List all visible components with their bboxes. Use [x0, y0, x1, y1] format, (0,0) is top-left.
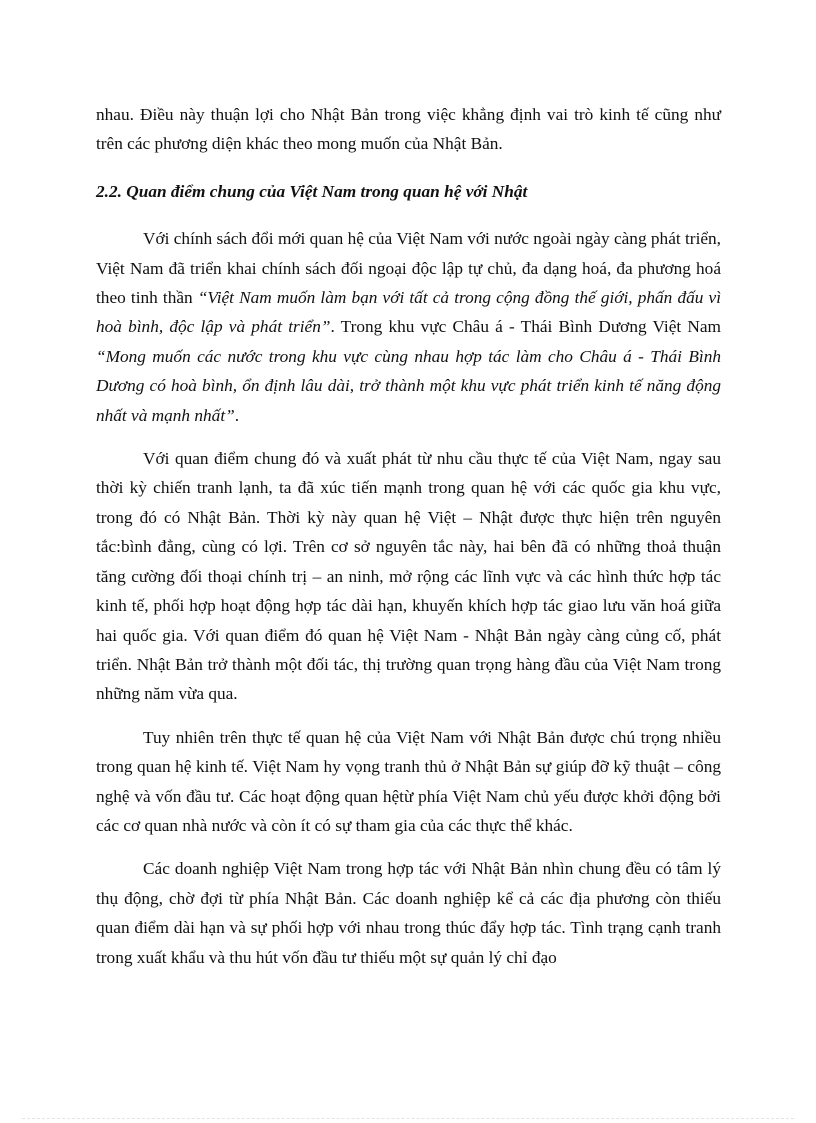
- paragraph-economic-focus: Tuy nhiên trên thực tế quan hệ của Việt Nam với Nhật Bản được chú trọng nhiều trong quan hệ kinh tế. Việt Nam hy vọng tranh thủ ở Nhật Bản sự giúp đỡ kỹ thuật – công nghệ và vốn đầu tư. Các hoạt động quan hệtừ phía Việt Nam chủ yếu được khởi động bởi các cơ quan nhà nước và còn ít có sự tham gia của các thực thể khác.: [96, 727, 721, 835]
- paragraph-cooperation: Với quan điểm chung đó và xuất phát từ nhu cầu thực tế của Việt Nam, ngay sau thời kỳ chiến tranh lạnh, ta đã xúc tiến mạnh trong quan hệ với các quốc gia khu vực, trong đó có Nhật Bản. Thời kỳ này quan hệ Việt – Nhật được thực hiện trên nguyên tắc:bình đẳng, cùng có lợi. Trên cơ sở nguyên tắc này, hai bên đã có những thoả thuận tăng cường đối thoại chính trị – an ninh, mở rộng các lĩnh vực và các hình thức hợp tác kinh tế, phối hợp hoạt động hợp tác dài hạn, khuyến khích hợp tác giao lưu văn hoá giữa hai quốc gia. Với quan điểm đó quan hệ Việt Nam - Nhật Bản ngày càng củng cố, phát triển. Nhật Bản trở thành một đối tác, thị trường quan trọng hàng đầu của Việt Nam trong những năm vừa qua.: [96, 449, 721, 704]
- quote-asia-pacific: “Mong muốn các nước trong khu vực cùng nhau hợp tác làm cho Châu á - Thái Bình Dương có hoà bình, ổn định lâu dài, trở thành một khu vực phát triển kinh tế năng động nhất và mạnh nhất”: [96, 346, 721, 425]
- document-page: [96, 100, 721, 986]
- section-heading: 2.2. Quan điểm chung của Việt Nam trong quan hệ với Nhật: [96, 181, 528, 201]
- paragraph-text: .: [234, 405, 240, 425]
- paragraph-policy: [96, 224, 721, 430]
- paragraph-enterprises: Các doanh nghiệp Việt Nam trong hợp tác với Nhật Bản nhìn chung đều có tâm lý thụ động, chờ đợi từ phía Nhật Bản. Các doanh nghiệp kể cả các địa phương còn thiếu quan điểm dài hạn và sự phối hợp với nhau trong thúc đẩy hợp tác. Tình trạng cạnh tranh trong xuất khẩu và thu hút vốn đầu tư thiếu một sự quản lý chỉ đạo: [96, 859, 721, 967]
- paragraph-continuation: nhau. Điều này thuận lợi cho Nhật Bản trong việc khẳng định vai trò kinh tế cũng như trên các phương diện khác theo mong muốn của Nhật Bản.: [96, 105, 721, 154]
- page-bottom-divider: [22, 1118, 794, 1119]
- paragraph-text: Với chính sách đổi mới quan hệ của Việt Nam với nước ngoài ngày càng phát triển, Việt Nam đã triển khai chính sách đối ngoại độc lập tự chủ, đa dạng hoá, đa phương hoá theo tinh thần: [96, 229, 721, 308]
- quote-vietnam-friends: “Việt Nam muốn làm bạn với tất cả trong cộng đồng thế giới, phấn đấu vì hoà bình, độc lập và phát triển”: [96, 288, 721, 337]
- paragraph-text: . Trong khu vực Châu á - Thái Bình Dương Việt Nam: [330, 317, 721, 337]
